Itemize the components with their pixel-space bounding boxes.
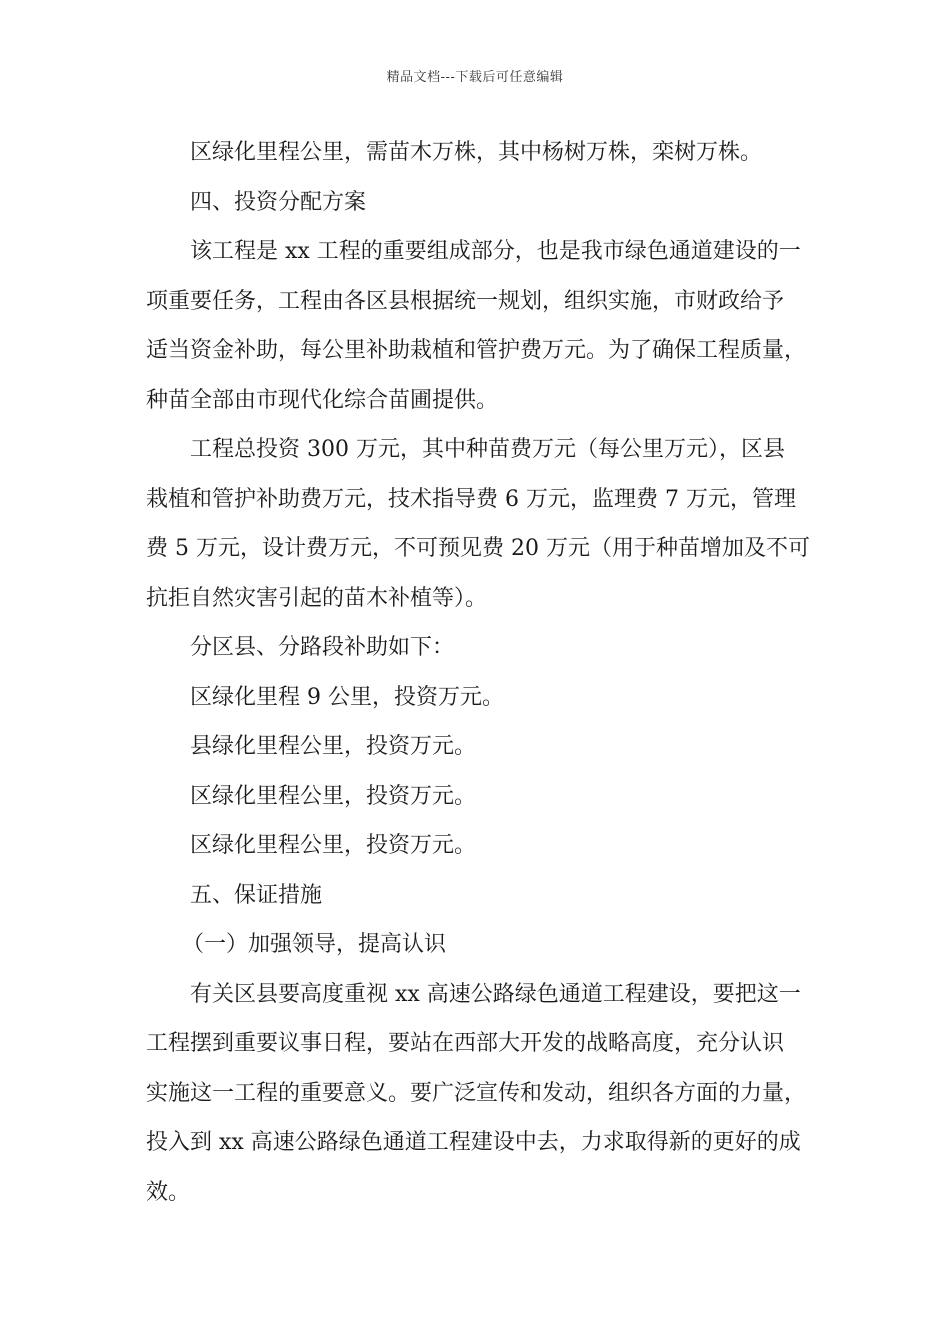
- section-heading-5: 五、保证措施: [190, 882, 323, 908]
- text-line-9: 费 5 万元，设计费万元，不可预见费 20 万元（用于种苗增加及不可: [146, 536, 810, 561]
- text-line-10: 抗拒自然灾害引起的苗木补植等）。: [146, 585, 488, 611]
- text-line-20: 实施这一工程的重要意义。要广泛宣传和发动，组织各方面的力量，: [146, 1080, 807, 1106]
- text-line-15: 区绿化里程公里，投资万元。: [190, 833, 477, 858]
- text-line-13: 县绿化里程公里，投资万元。: [190, 734, 477, 759]
- text-line-8: 栽植和管护补助费万元，技术指导费 6 万元，监理费 7 万元，管理: [146, 486, 796, 512]
- text-line-5: 适当资金补助，每公里补助栽植和管护费万元。为了确保工程质量，: [146, 338, 807, 363]
- text-line-22: 效。: [146, 1179, 191, 1205]
- text-line-19: 工程摆到重要议事日程，要站在西部大开发的战略高度，充分认识: [146, 1031, 785, 1056]
- text-line-18: 有关区县要高度重视 xx 高速公路绿色通道工程建设，要把这一: [190, 981, 801, 1007]
- document-body: [146, 128, 836, 1217]
- text-line-11: 分区县、分路段补助如下：: [190, 635, 455, 660]
- subsection-heading-1: （一）加强领导，提高认识: [182, 932, 447, 957]
- text-line-4: 项重要任务，工程由各区县根据统一规划，组织实施，市财政给予: [146, 288, 785, 314]
- section-heading-4: 四、投资分配方案: [190, 189, 367, 215]
- page-header: 精品文档---下载后可任意编辑: [386, 70, 564, 85]
- text-line-1: 区绿化里程公里，需苗木万株，其中杨树万株，栾树万株。: [190, 140, 763, 165]
- text-line-3: 该工程是 xx 工程的重要组成部分，也是我市绿色通道建设的一: [190, 239, 801, 264]
- text-line-6: 种苗全部由市现代化综合苗圃提供。: [146, 387, 499, 413]
- text-line-14: 区绿化里程公里，投资万元。: [190, 783, 477, 809]
- text-line-12: 区绿化里程 9 公里，投资万元。: [190, 684, 504, 710]
- text-line-7: 工程总投资 300 万元，其中种苗费万元（每公里万元），区县: [190, 437, 785, 462]
- text-line-21: 投入到 xx 高速公路绿色通道工程建设中去，力求取得新的更好的成: [146, 1130, 801, 1155]
